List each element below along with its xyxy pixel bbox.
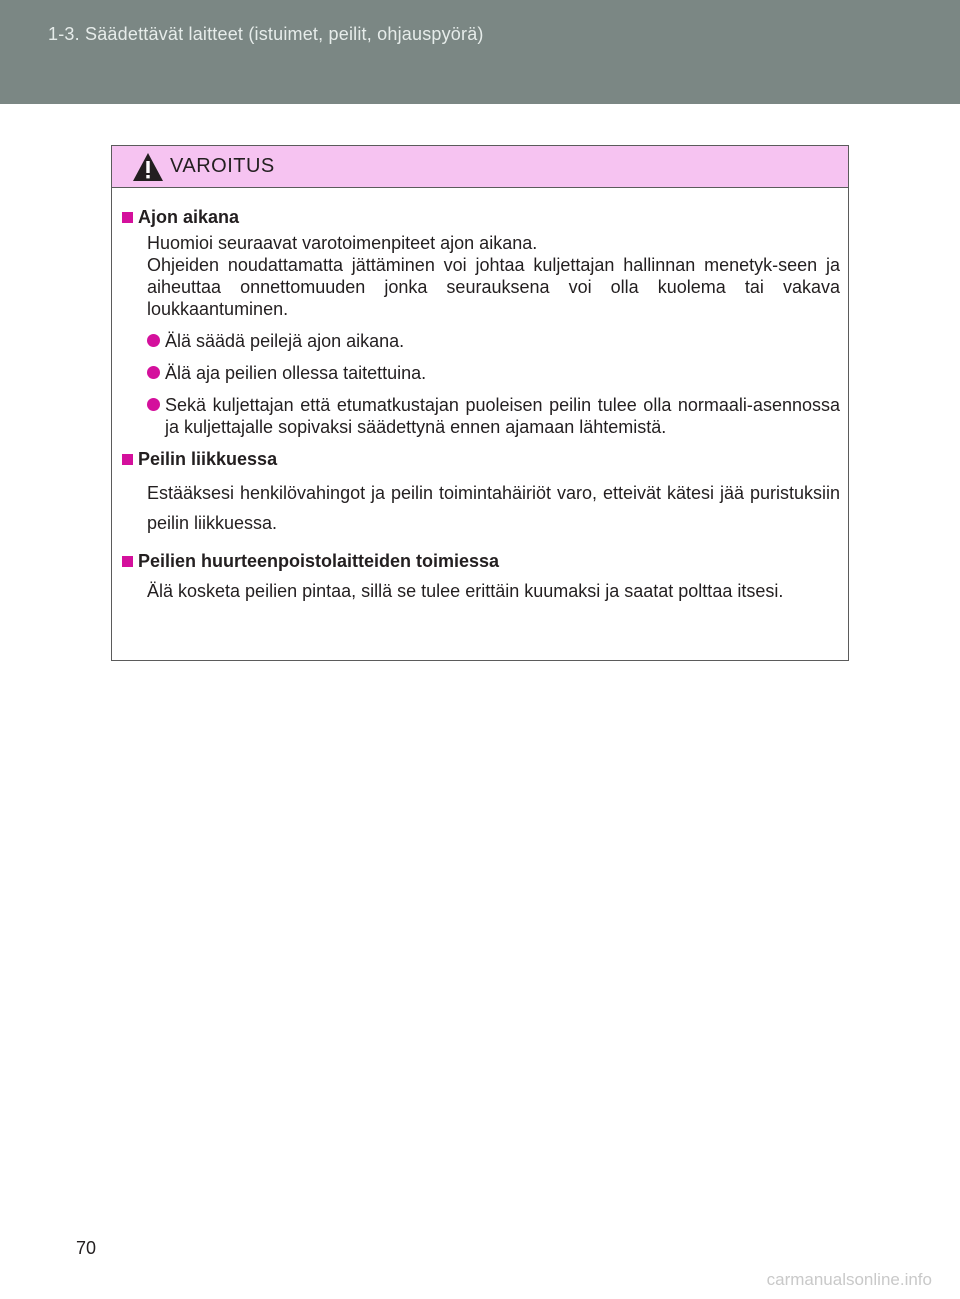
square-bullet-icon (122, 212, 133, 223)
watermark: carmanualsonline.info (766, 1270, 932, 1289)
warning-box (111, 145, 849, 661)
section-heading (122, 550, 840, 572)
bullet-text: Älä säädä peilejä ajon aikana. (165, 331, 405, 351)
section-title: 1-3. Säädettävät laitteet (istuimet, peilit, ohjauspyörä) (48, 24, 484, 44)
warning-triangle-icon (132, 152, 164, 182)
circle-bullet-icon (147, 398, 160, 411)
bullet-text: Älä aja peilien ollessa taitettuina. (165, 363, 427, 383)
section-heading-text: Peilin liikkuessa (138, 449, 278, 469)
paragraph: Älä kosketa peilien pintaa, sillä se tulee erittäin kuumaksi ja saatat polttaa itsesi. (147, 581, 784, 601)
paragraph: Huomioi seuraavat varotoimenpiteet ajon aikana. (147, 233, 538, 253)
bullet-text: Sekä kuljettajan että etumatkustajan puoleisen peilin tulee olla normaali-asennossa ja kuljettajalle sopivaksi säädettynä ennen ajamaan lähtemistä. (165, 395, 840, 437)
bullet-item (147, 362, 840, 384)
top-header-band (0, 0, 960, 104)
square-bullet-icon (122, 454, 133, 465)
warning-title: VAROITUS (170, 155, 275, 177)
square-bullet-icon (122, 556, 133, 567)
section-heading (122, 206, 840, 228)
section-heading (122, 448, 840, 470)
circle-bullet-icon (147, 334, 160, 347)
circle-bullet-icon (147, 366, 160, 379)
section-heading-text: Peilien huurteenpoistolaitteiden toimiessa (138, 551, 500, 571)
warning-header (112, 146, 848, 188)
bullet-item (147, 330, 840, 352)
section-heading-text: Ajon aikana (138, 207, 240, 227)
paragraph: Estääksesi henkilövahingot ja peilin toimintahäiriöt varo, etteivät kätesi jää puristuksiin peilin liikkuessa. (147, 483, 840, 533)
warning-body (112, 188, 848, 606)
page-number: 70 (76, 1238, 97, 1258)
bullet-item (147, 394, 840, 438)
paragraph: Ohjeiden noudattamatta jättäminen voi johtaa kuljettajan hallinnan menetyk-seen ja aiheuttaa onnettomuuden jonka seurauksena voi olla kuolema tai vakava loukkaantuminen. (147, 255, 840, 319)
